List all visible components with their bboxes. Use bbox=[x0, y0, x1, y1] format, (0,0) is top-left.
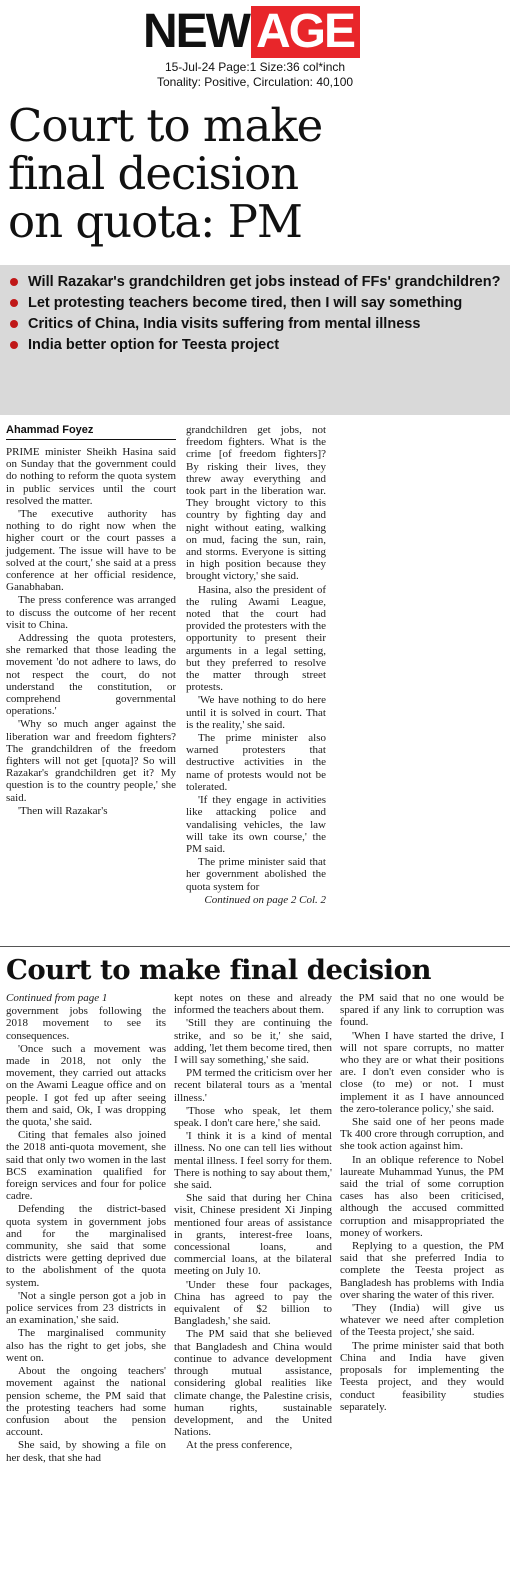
masthead bbox=[0, 0, 510, 92]
paragraph: kept notes on these and already informed the teachers about them. bbox=[174, 992, 332, 1017]
paragraph: 'The executive authority has nothing to do right now when the higher court or the court passes a judgement. The issue will have to be solved at the court,' she said at a press conference at her official residence, Ganabhaban. bbox=[6, 508, 176, 594]
paragraph: The marginalised community also has the right to get jobs, she went on. bbox=[6, 1327, 166, 1364]
continuation-column-3 bbox=[340, 992, 504, 1414]
newspaper-logo bbox=[143, 6, 360, 58]
highlight-text: Will Razakar's grandchildren get jobs instead of FFs' grandchildren? bbox=[28, 274, 501, 290]
headline-line: on quota: PM bbox=[8, 195, 302, 248]
headline-line: final decision bbox=[8, 147, 299, 200]
paragraph: the PM said that no one would be spared if any link to corruption was found. bbox=[340, 992, 504, 1029]
paragraph: She said, by showing a file on her desk, that she had bbox=[6, 1439, 166, 1464]
highlight-text: India better option for Teesta project bbox=[28, 337, 280, 353]
continuation-headline: Court to make final decision bbox=[6, 954, 431, 986]
highlight-text: Critics of China, India visits suffering from mental illness bbox=[28, 316, 421, 332]
bullet-icon bbox=[10, 320, 18, 328]
continued-on-note: Continued on page 2 Col. 2 bbox=[204, 893, 326, 906]
paragraph: Hasina, also the president of the ruling Awami League, noted that the court had provided the protesters with the opportunity to present their arguments in a legal setting, but they preferred to resolve the matter through street protests. bbox=[186, 583, 326, 694]
continued-from-note: Continued from page 1 bbox=[6, 992, 108, 1004]
highlight-item bbox=[10, 336, 510, 354]
clipping-meta-tonality: Tonality: Positive, Circulation: 40,100 bbox=[156, 75, 354, 89]
paragraph: 'Those who speak, let them speak. I don't care here,' she said. bbox=[174, 1104, 332, 1130]
highlight-item bbox=[10, 315, 510, 333]
logo-part-age: AGE bbox=[251, 6, 360, 58]
paragraph: PM termed the criticism over her recent bilateral tours as a 'mental illness.' bbox=[174, 1067, 332, 1104]
continuation-column-1 bbox=[6, 992, 166, 1465]
clipping-meta-date: 15-Jul-24 Page:1 Size:36 col*inch bbox=[164, 60, 346, 74]
highlight-item bbox=[10, 273, 510, 291]
paragraph: government jobs following the 2018 movement to see its consequences. bbox=[6, 1005, 166, 1042]
logo-part-new: NEW bbox=[143, 5, 249, 58]
paragraph: At the press conference, bbox=[186, 1439, 293, 1452]
paragraph: 'Not a single person got a job in police services from 23 districts in an examination,' she said. bbox=[6, 1289, 166, 1327]
paragraph: Replying to a question, the PM said that she preferred India to complete the Teesta project as Bangladesh has problems with India over sharing the water of this river. bbox=[340, 1240, 504, 1301]
paragraph: The PM said that she believed that Bangladesh and China would continue to advance development through mutual assistance, considering global realities like climate change, the Palestine crisis, human rights, sustainable development, and the United Nations. bbox=[174, 1328, 332, 1439]
paragraph: 'They (India) will give us whatever we need after completion of the Teesta project,' she said. bbox=[340, 1302, 504, 1339]
paragraph: 'When I have started the drive, I will not spare corrupts, no matter who they are or what their positions are. I don't even consider who is close (to me) or not. I must implement it as I have announced the zero-tolerance policy,' she said. bbox=[340, 1029, 504, 1115]
section-divider bbox=[0, 946, 510, 947]
paragraph: About the ongoing teachers' movement against the national pension scheme, the PM said that the protesting teachers had some confusion about the pension account. bbox=[6, 1365, 166, 1439]
paragraph: 'If they engage in activities like attacking police and vandalising vehicles, the law will take its own course,' the PM said. bbox=[186, 794, 326, 855]
highlight-text: Let protesting teachers become tired, then I will say something bbox=[28, 295, 463, 311]
highlight-item bbox=[10, 294, 510, 312]
bullet-icon bbox=[10, 299, 18, 307]
article-column-1 bbox=[6, 446, 176, 818]
paragraph: The press conference was arranged to discuss the outcome of her recent visit to China. bbox=[6, 594, 176, 631]
paragraph: In an oblique reference to Nobel laureate Muhammad Yunus, the PM said the trial of some corruption cases has also been criticised, although the accused committed corruption and misappropriated the money of workers. bbox=[340, 1153, 504, 1239]
bullet-icon bbox=[10, 341, 18, 349]
paragraph: Citing that females also joined the 2018 anti-quota movement, she said that only two women in the last BCS examination qualified for foreign services and four for police cadre. bbox=[6, 1129, 166, 1203]
bullet-icon bbox=[10, 278, 18, 286]
paragraph: The prime minister also warned protesters that destructive activities in the name of protests would not be tolerated. bbox=[186, 732, 326, 793]
paragraph: PRIME minister Sheikh Hasina said on Sunday that the government could do nothing to reform the quota system in public services until the court resolved the matter. bbox=[6, 446, 176, 507]
headline-line: Court to make bbox=[8, 99, 323, 152]
paragraph: 'Why so much anger against the liberation war and freedom fighters? The grandchildren of the freedom fighters will not get [quota]? So will Razakar's grandchildren get it? My question is to the country people,' she said. bbox=[6, 718, 176, 804]
article-headline bbox=[8, 99, 503, 248]
paragraph: 'Then will Razakar's bbox=[18, 804, 108, 817]
paragraph: 'Under these four packages, China has agreed to pay the equivalent of $2 billion to Bangladesh,' she said. bbox=[174, 1278, 332, 1328]
highlights-box bbox=[0, 265, 510, 415]
paragraph: 'Once such a movement was made in 2018, not only the movement, they carried out attacks on the Awami League office and on people. I got fed up after seeing them and said, Ok, I was dropping the quota,' she said. bbox=[6, 1042, 166, 1129]
paragraph: Addressing the quota protesters, she remarked that those leading the movement 'do not adhere to laws, do not respect the court, do not understand the constitution, or comprehend governmental operations.' bbox=[6, 632, 176, 718]
byline-divider bbox=[6, 439, 176, 440]
paragraph: 'We have nothing to do here until it is solved in court. That is the reality,' she said. bbox=[186, 694, 326, 731]
byline: Ahammad Foyez bbox=[6, 424, 94, 436]
paragraph: 'I think it is a kind of mental illness. No one can tell lies without mental illness. I feel sorry for them. There is nothing to say about them,' she said. bbox=[174, 1130, 332, 1192]
paragraph: The prime minister said that her government abolished the quota system for bbox=[186, 856, 326, 893]
paragraph: 'Still they are continuing the strike, and so be it,' she said, adding, 'let them become tired, then I will say something,' she said. bbox=[174, 1017, 332, 1067]
continuation-column-2 bbox=[174, 992, 332, 1453]
paragraph: grandchildren get jobs, not freedom fighters. What is the crime [of freedom fighters]? By risking their lives, they threw away everything and took part in the liberation war. They brought victory to this country by fighting day and night without eating, walking on mud, facing the sun, rain, and storms. Everyone is sitting in high position because they brought victory,' she said. bbox=[186, 424, 326, 583]
article-column-2 bbox=[186, 424, 326, 907]
paragraph: She said one of her peons made Tk 400 crore through corruption, and she took action against him. bbox=[340, 1116, 504, 1153]
paragraph: She said that during her China visit, Chinese president Xi Jinping mentioned four areas of assistance in grants, interest-free loans, concessional loans, and commercial loans, at the bilateral meeting on July 10. bbox=[174, 1192, 332, 1278]
paragraph: Defending the district-based quota system in government jobs and for the marginalised community, she said that some districts were getting deprived due to the abolishment of the quota system. bbox=[6, 1203, 166, 1289]
paragraph: The prime minister said that both China and India have given proposals for implementing the Teesta project, and they would conduct feasibility studies separately. bbox=[340, 1339, 504, 1413]
